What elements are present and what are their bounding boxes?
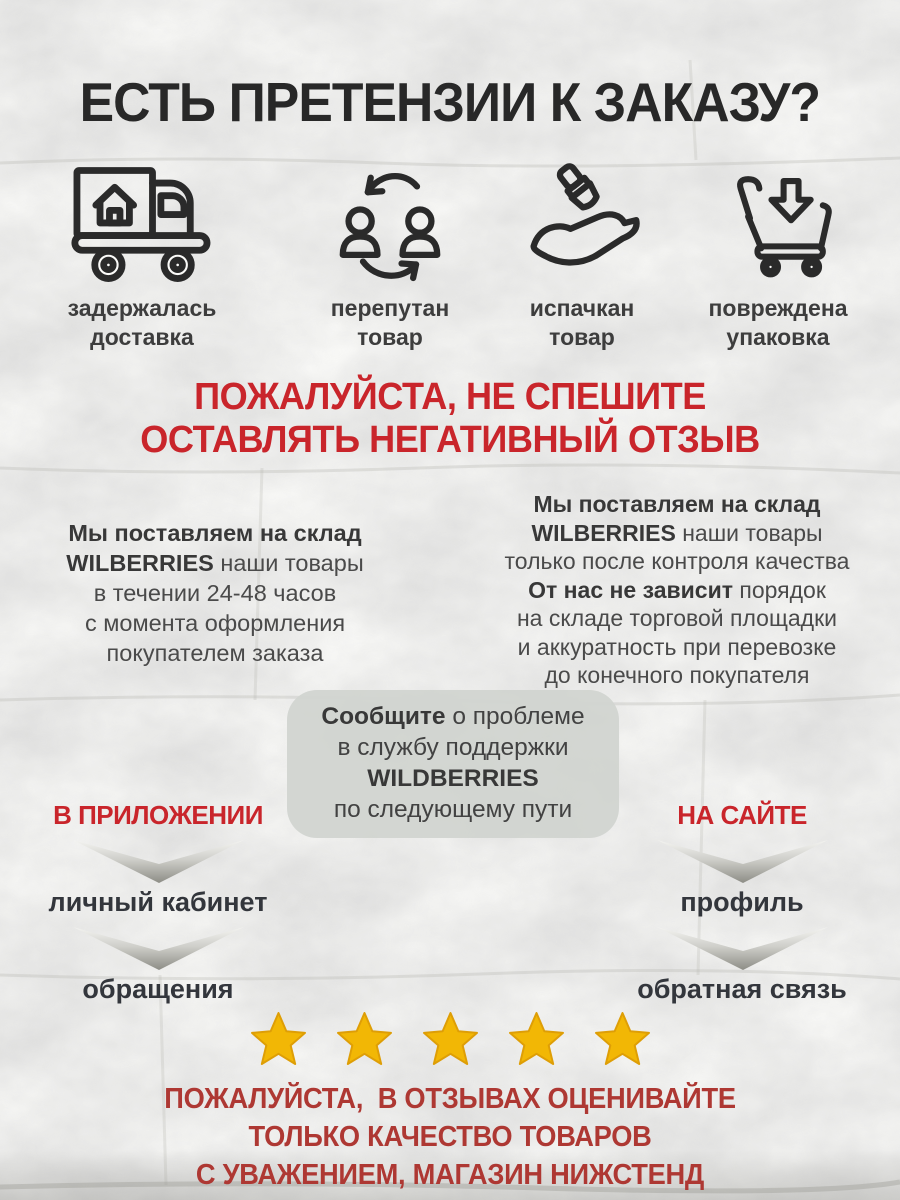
page-title <box>0 70 900 134</box>
issue-label: повреждена упаковка <box>708 295 848 350</box>
flow-site-header: НА САЙТЕ <box>677 800 807 830</box>
text-line: Мы поставляем на склад <box>68 520 362 546</box>
flow-step: личный кабинет <box>48 887 268 917</box>
text-line: WILDBERRIES <box>367 765 539 792</box>
star-icon <box>509 1012 564 1065</box>
text-line: в службу поддержки <box>337 734 569 761</box>
issue-label: перепутан товар <box>330 295 450 350</box>
issue-delayed-delivery <box>32 158 252 352</box>
chevron-down-icon <box>655 838 830 884</box>
flow-step: профиль <box>680 887 804 917</box>
text-line: покупателем заказа <box>106 640 324 666</box>
issue-label: задержалась доставка <box>67 295 217 350</box>
text-line: только после контроля качества <box>504 548 850 574</box>
issue-mixed-up-item <box>280 158 500 352</box>
text-line: WILBERRIES наши товары <box>66 550 364 576</box>
star-icon <box>251 1012 306 1065</box>
delivery-note-right <box>462 490 892 690</box>
text-line: и аккуратность при перевозке <box>517 633 837 660</box>
text-line: до конечного покупателя <box>544 662 810 688</box>
flow-site <box>612 800 872 1005</box>
damaged-cart-icon <box>668 158 888 290</box>
star-icon <box>595 1012 650 1065</box>
chevron-down-icon <box>71 925 246 971</box>
flow-app-header: В ПРИЛОЖЕНИИ <box>53 800 263 830</box>
text-line: на складе торговой площадки <box>516 605 837 631</box>
stars-row <box>0 1012 900 1065</box>
text-line: WILBERRIES наши товары <box>531 519 823 546</box>
warning-heading: ПОЖАЛУЙСТА, НЕ СПЕШИТЕ ОСТАВЛЯТЬ НЕГАТИВНЫЙ ОТЗЫВ <box>140 376 760 461</box>
issue-label: испачкан товар <box>529 295 635 350</box>
text-line: От нас не зависит порядок <box>528 576 826 603</box>
star-icon <box>337 1012 392 1065</box>
flow-app <box>28 800 288 1005</box>
chevron-down-icon <box>655 925 830 971</box>
issue-stained-item <box>472 158 692 352</box>
issue-damaged-package <box>668 158 888 352</box>
chevron-down-icon <box>71 838 246 884</box>
support-box <box>287 690 619 838</box>
flow-step: обратная связь <box>637 974 847 1004</box>
delivery-note-left <box>24 518 406 668</box>
text-line: с момента оформления <box>84 610 346 636</box>
star-icon <box>423 1012 478 1065</box>
text-line: Сообщите о проблеме <box>321 703 585 730</box>
page-title-text: ЕСТЬ ПРЕТЕНЗИИ К ЗАКАЗУ? <box>79 71 821 133</box>
footer-note: ПОЖАЛУЙСТА, В ОТЗЫВАХ ОЦЕНИВАЙТЕ ТОЛЬКО КАЧЕСТВО ТОВАРОВ С УВАЖЕНИЕМ, МАГАЗИН НИЖСТЕНД <box>164 1083 736 1191</box>
delivery-truck-icon <box>32 158 252 290</box>
text-line: по следующему пути <box>333 796 573 823</box>
text-line: Мы поставляем на склад <box>533 491 821 517</box>
text-line: в течении 24-48 часов <box>93 580 337 606</box>
exchange-people-icon <box>280 158 500 290</box>
flow-step: обращения <box>82 974 234 1004</box>
paint-hand-icon <box>472 158 692 290</box>
